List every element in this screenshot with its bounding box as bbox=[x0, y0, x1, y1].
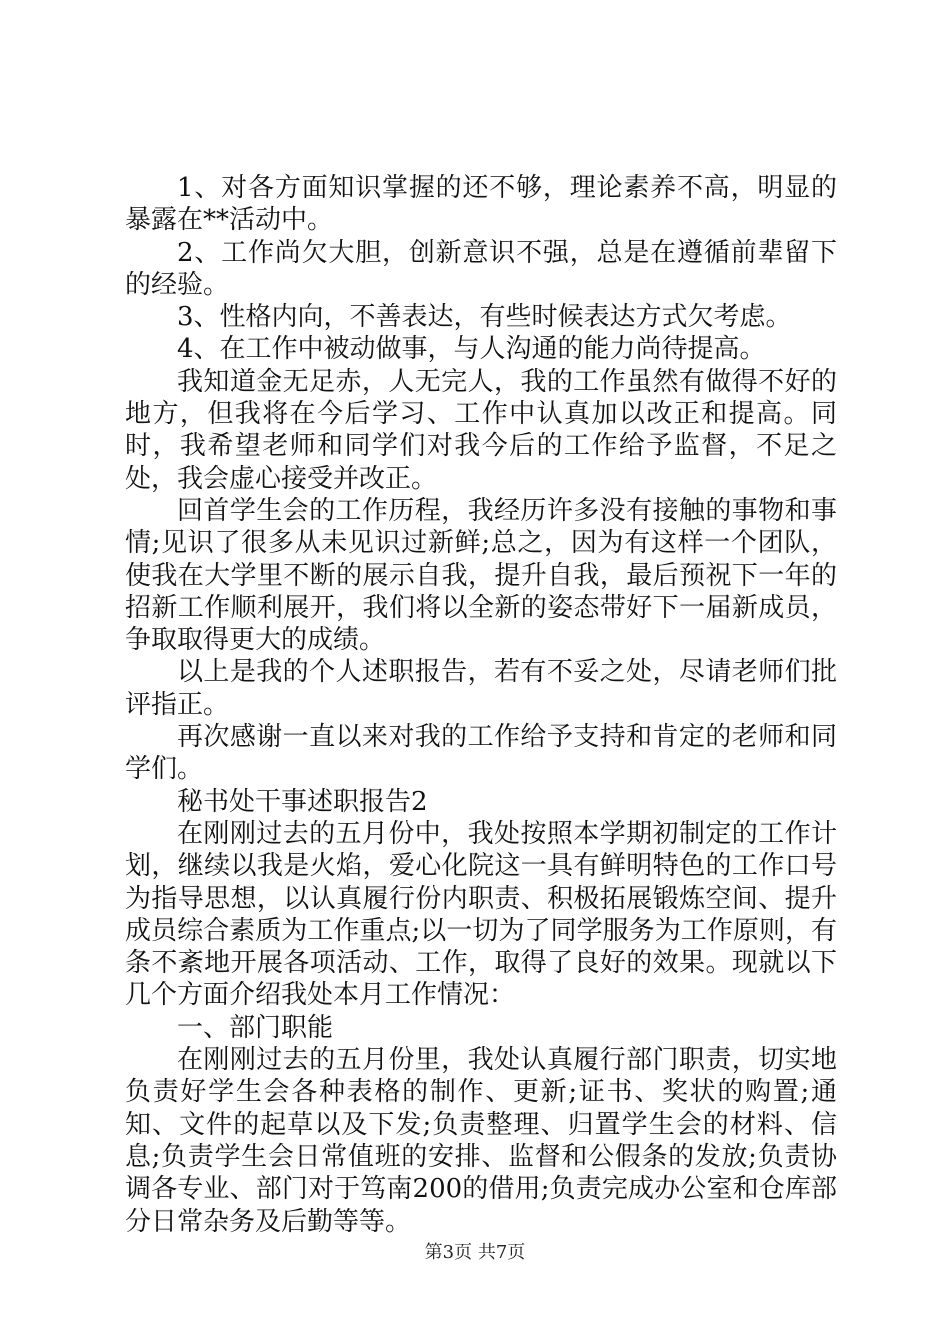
section-heading-department-function: 一、部门职能 bbox=[177, 1012, 334, 1043]
paragraph-review: 回首学生会的工作历程，我经历许多没有接触的事物和事情;见识了很多从未见识过新鲜;总之，因为有这样一个团队，使我在大学里不断的展示自我，提升自我，最后预祝下一年的招新工作顺利展开，我们将以全新的姿态带好下一届新成员，争取取得更大的成绩。 bbox=[125, 495, 837, 656]
paragraph-closing: 以上是我的个人述职报告，若有不妥之处，尽请老师们批评指正。 bbox=[125, 657, 837, 720]
paragraph-thanks: 再次感谢一直以来对我的工作给予支持和肯定的老师和同学们。 bbox=[125, 722, 837, 785]
section-heading-report-2: 秘书处干事述职报告2 bbox=[177, 786, 428, 817]
page-footer: 第3页 共7页 bbox=[424, 1242, 526, 1263]
paragraph-self-reflection: 我知道金无足赤，人无完人，我的工作虽然有做得不好的地方，但我将在今后学习、工作中认真加以改正和提高。同时，我希望老师和同学们对我今后的工作给予监督，不足之处，我会虚心接受并改正。 bbox=[125, 366, 837, 494]
paragraph-deficiency-3: 3、性格内向，不善表达，有些时候表达方式欠考虑。 bbox=[177, 302, 792, 333]
paragraph-deficiency-4: 4、在工作中被动做事，与人沟通的能力尚待提高。 bbox=[177, 334, 766, 365]
paragraph-duties: 在刚刚过去的五月份里，我处认真履行部门职责，切实地负责好学生会各种表格的制作、更新;证书、奖状的购置;通知、文件的起草以及下发;负责整理、归置学生会的材料、信息;负责学生会日常值班的安排、监督和公假条的发放;负责协调各专业、部门对于笃南200的借用;负责完成办公室和仓库部分日常杂务及后勤等等。 bbox=[125, 1045, 837, 1237]
paragraph-deficiency-1: 1、对各方面知识掌握的还不够，理论素养不高，明显的暴露在**活动中。 bbox=[125, 173, 837, 236]
document-body bbox=[125, 172, 837, 1238]
paragraph-intro: 在刚刚过去的五月份中，我处按照本学期初制定的工作计划，继续以我是火焰，爱心化院这一具有鲜明特色的工作口号为指导思想，以认真履行份内职责、积极拓展锻炼空间、提升成员综合素质为工作重点;以一切为了同学服务为工作原则，有条不紊地开展各项活动、工作，取得了良好的效果。现就以下几个方面介绍我处本月工作情况： bbox=[125, 818, 837, 1011]
paragraph-deficiency-2: 2、工作尚欠大胆，创新意识不强，总是在遵循前辈留下的经验。 bbox=[125, 237, 837, 300]
